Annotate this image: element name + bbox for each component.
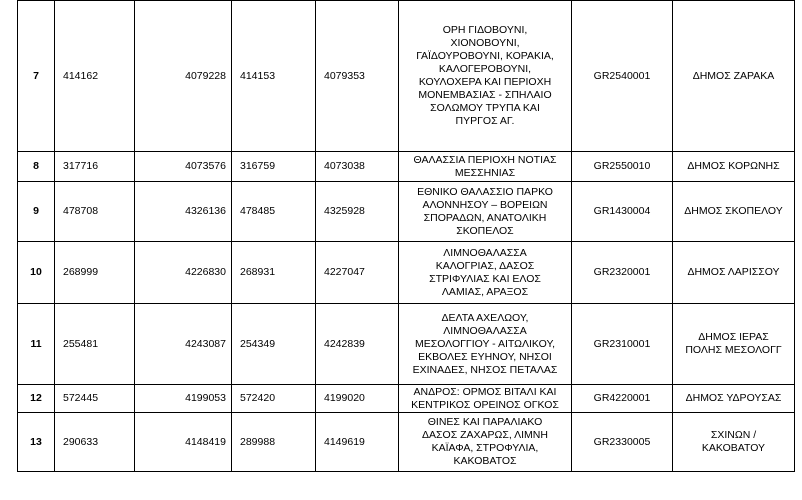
area-name-line: ΔΑΣΟΣ ΖΑΧΑΡΩΣ, ΛΙΜΝΗ [422, 429, 548, 441]
coord-y1: 4199053 [135, 385, 232, 413]
coord-x2: 316759 [232, 152, 316, 182]
area-name-line: ΚΑΛΟΓΕΡΟΒΟΥΝΙ, [438, 63, 532, 75]
coord-y1: 4326136 [135, 182, 232, 242]
municipality [673, 413, 795, 472]
area-name-line: ΜΕΣΣΗΝΙΑΣ [454, 166, 516, 179]
table-row [18, 182, 795, 242]
municipality-line: ΠΟΛΗΣ ΜΕΣΟΛΟΓΓ [685, 344, 782, 356]
site-code: GR2550010 [572, 152, 673, 182]
municipality-line: ΔΗΜΟΣ ΖΑΡΑΚΑ [692, 69, 775, 82]
coord-x1: 290633 [55, 413, 135, 472]
coord-x2: 289988 [232, 413, 316, 472]
coord-y2: 4149619 [316, 413, 399, 472]
municipality-line: ΔΗΜΟΣ ΙΕΡΑΣ [698, 331, 769, 343]
coord-x1: 255481 [55, 304, 135, 385]
municipality [673, 182, 795, 242]
municipality-line: ΣΧΙΝΩΝ / [710, 429, 757, 441]
coord-y2: 4199020 [316, 385, 399, 413]
row-number: 7 [18, 1, 55, 152]
area-name [399, 413, 572, 472]
coord-y1: 4079228 [135, 1, 232, 152]
coord-y2: 4242839 [316, 304, 399, 385]
coord-x1: 268999 [55, 242, 135, 304]
site-code: GR2540001 [572, 1, 673, 152]
table-row [18, 413, 795, 472]
row-number: 13 [18, 413, 55, 472]
area-name-line: ΟΡΗ ΓΙΔΟΒΟΥΝΙ, [442, 24, 528, 36]
area-name-line: ΣΤΡΙΦΥΛΙΑΣ ΚΑΙ ΕΛΟΣ [429, 272, 541, 285]
area-name-line: ΣΟΛΩΜΟΥ ΤΡΥΠΑ ΚΑΙ [430, 102, 540, 114]
area-name-line: ΑΛΟΝΝΗΣΟΥ – ΒΟΡΕΙΩΝ [422, 198, 548, 211]
area-name-line: ΠΥΡΓΟΣ ΑΓ. [455, 115, 515, 127]
coord-y2: 4227047 [316, 242, 399, 304]
area-name-line: ΚΑΪΑΦΑ, ΣΤΡΟΦΥΛΙΑ, [431, 442, 539, 454]
area-name-line: ΜΟΝΕΜΒΑΣΙΑΣ - ΣΠΗΛΑΙΟ [418, 89, 552, 101]
coord-y2: 4073038 [316, 152, 399, 182]
area-name-line: ΘΙΝΕΣ ΚΑΙ ΠΑΡΑΛΙΑΚΟ [427, 416, 543, 428]
area-name-line: ΜΕΣΟΛΟΓΓΙΟΥ - ΑΙΤΩΛΙΚΟΥ, [414, 337, 556, 350]
coord-y1: 4148419 [135, 413, 232, 472]
coord-x2: 414153 [232, 1, 316, 152]
area-name-line: ΚΑΚΟΒΑΤΟΣ [453, 455, 517, 467]
coord-x2: 254349 [232, 304, 316, 385]
row-number: 8 [18, 152, 55, 182]
table-row [18, 304, 795, 385]
area-name-line: ΔΕΛΤΑ ΑΧΕΛΩΟΥ, [441, 311, 529, 324]
site-code: GR2330005 [572, 413, 673, 472]
coord-y2: 4325928 [316, 182, 399, 242]
row-number: 11 [18, 304, 55, 385]
site-code: GR1430004 [572, 182, 673, 242]
area-name [399, 304, 572, 385]
sites-table [17, 0, 795, 472]
municipality-line: ΔΗΜΟΣ ΣΚΟΠΕΛΟΥ [684, 205, 783, 217]
coord-x2: 268931 [232, 242, 316, 304]
row-number: 10 [18, 242, 55, 304]
area-name-line: ΛΙΜΝΟΘΑΛΑΣΣΑ [443, 246, 527, 259]
area-name-line: ΚΟΥΛΟΧΕΡΑ ΚΑΙ ΠΕΡΙΟΧΗ [418, 76, 552, 88]
area-name-line: ΣΠΟΡΑΔΩΝ, ΑΝΑΤΟΛΙΚΗ [423, 211, 547, 224]
coord-x1: 478708 [55, 182, 135, 242]
area-name [399, 242, 572, 304]
municipality-line: ΚΑΚΟΒΑΤΟΥ [701, 442, 766, 454]
municipality-line: ΔΗΜΟΣ ΛΑΡΙΣΣΟΥ [687, 266, 780, 278]
row-number: 9 [18, 182, 55, 242]
coord-x2: 572420 [232, 385, 316, 413]
area-name [399, 1, 572, 152]
municipality [673, 304, 795, 385]
coord-y1: 4226830 [135, 242, 232, 304]
area-name [399, 385, 572, 413]
coord-x1: 572445 [55, 385, 135, 413]
table-row [18, 242, 795, 304]
municipality [673, 385, 795, 413]
coord-y2: 4079353 [316, 1, 399, 152]
coord-x2: 478485 [232, 182, 316, 242]
area-name-line: ΚΕΝΤΡΙΚΟΣ ΟΡΕΙΝΟΣ ΟΓΚΟΣ [411, 398, 559, 411]
area-name-line: ΓΑΪΔΟΥΡΟΒΟΥΝΙ, ΚΟΡΑΚΙΑ, [416, 50, 554, 62]
municipality [673, 152, 795, 182]
area-name-line: ΕΘΝΙΚΟ ΘΑΛΑΣΣΙΟ ΠΑΡΚΟ [417, 185, 553, 198]
area-name-line: ΕΧΙΝΑΔΕΣ, ΝΗΣΟΣ ΠΕΤΑΛΑΣ [412, 363, 558, 376]
coord-x1: 317716 [55, 152, 135, 182]
area-name-line: ΘΑΛΑΣΣΙΑ ΠΕΡΙΟΧΗ ΝΟΤΙΑΣ [413, 153, 557, 166]
table-row [18, 1, 795, 152]
coord-y1: 4243087 [135, 304, 232, 385]
municipality-line: ΔΗΜΟΣ ΥΔΡΟΥΣΑΣ [685, 392, 782, 404]
area-name-line: ΑΝΔΡΟΣ: ΟΡΜΟΣ ΒΙΤΑΛΙ ΚΑΙ [413, 385, 557, 398]
site-code: GR4220001 [572, 385, 673, 413]
site-code: GR2310001 [572, 304, 673, 385]
area-name-line: ΣΚΟΠΕΛΟΣ [456, 224, 514, 237]
area-name-line: ΧΙΟΝΟΒΟΥΝΙ, [450, 37, 520, 49]
municipality [673, 242, 795, 304]
municipality [673, 1, 795, 152]
table-body [18, 1, 795, 472]
area-name [399, 152, 572, 182]
row-number: 12 [18, 385, 55, 413]
table-row [18, 385, 795, 413]
area-name-line: ΚΑΛΟΓΡΙΑΣ, ΔΑΣΟΣ [435, 259, 535, 272]
coord-y1: 4073576 [135, 152, 232, 182]
area-name-line: ΕΚΒΟΛΕΣ ΕΥΗΝΟΥ, ΝΗΣΟΙ [418, 350, 552, 363]
area-name-line: ΛΙΜΝΟΘΑΛΑΣΣΑ [443, 324, 527, 337]
site-code: GR2320001 [572, 242, 673, 304]
municipality-line: ΔΗΜΟΣ ΚΟΡΩΝΗΣ [687, 160, 780, 172]
coord-x1: 414162 [55, 1, 135, 152]
table-row [18, 152, 795, 182]
area-name-line: ΛΑΜΙΑΣ, ΑΡΑΞΟΣ [441, 285, 529, 298]
area-name [399, 182, 572, 242]
